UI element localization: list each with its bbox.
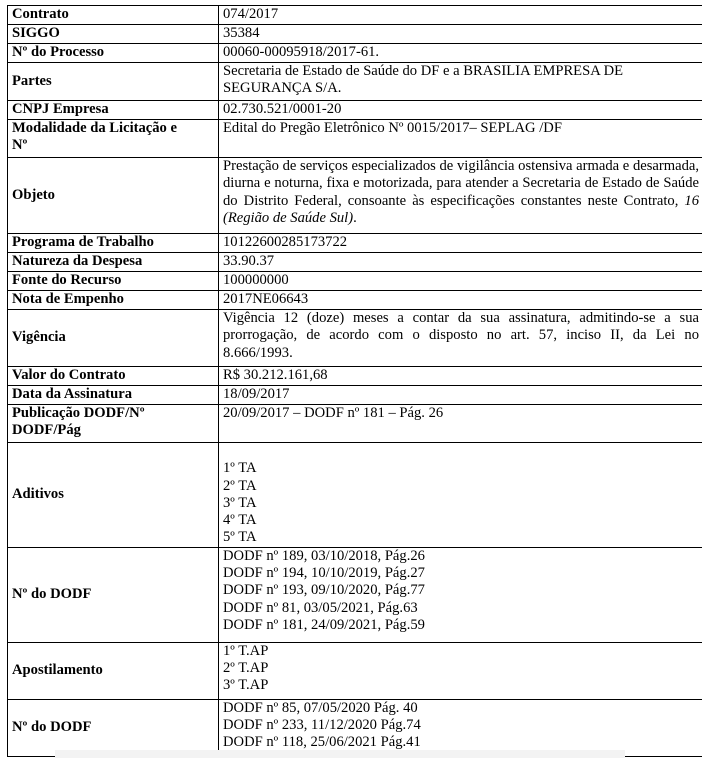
objeto-label: Objeto xyxy=(8,158,219,234)
publicacao-value: 20/09/2017 – DODF nº 181 – Pág. 26 xyxy=(219,405,702,443)
dodf-aditivos-item: DODF nº 181, 24/09/2021, Pág.59 xyxy=(223,616,425,633)
aditivos-item: 1º TA xyxy=(223,460,257,477)
objeto-italic-text: 16 (Região de Saúde Sul) xyxy=(223,192,699,226)
dodf-aditivos-item: DODF nº 81, 03/05/2021, Pág.63 xyxy=(223,599,418,616)
valor-value: R$ 30.212.161,68 xyxy=(219,367,702,386)
vigencia-label: Vigência xyxy=(8,310,219,367)
dodf-aditivos-item: DODF nº 194, 10/10/2019, Pág.27 xyxy=(223,565,425,582)
siggo-label: SIGGO xyxy=(8,25,219,44)
row-publicacao xyxy=(8,405,702,443)
dodf-aditivos-item: DODF nº 189, 03/10/2018, Pág.26 xyxy=(223,547,425,564)
contrato-value: 074/2017 xyxy=(219,6,702,25)
row-cnpj xyxy=(8,101,702,120)
natureza-label: Natureza da Despesa xyxy=(8,253,219,272)
dodf-apostilamento-item: DODF nº 233, 11/12/2020 Pág.74 xyxy=(223,717,421,734)
row-siggo xyxy=(8,25,702,44)
dodf-apostilamento-item: DODF nº 118, 25/06/2021 Pág.41 xyxy=(223,734,421,751)
apostilamento-item: 2º T.AP xyxy=(223,660,269,677)
row-natureza xyxy=(8,253,702,272)
empenho-label: Nota de Empenho xyxy=(8,291,219,310)
assinatura-label: Data da Assinatura xyxy=(8,386,219,405)
publicacao-label-line-1: Publicação DODF/Nº xyxy=(12,405,145,421)
aditivos-item: 2º TA xyxy=(223,477,257,494)
row-aditivos xyxy=(8,443,702,548)
partes-value-line-1: Secretaria de Estado de Saúde do DF e a BRASILIA EMPRESA DE xyxy=(223,63,624,79)
partes-value xyxy=(219,63,702,101)
dodf-apostilamento-item: DODF nº 85, 07/05/2020 Pág. 40 xyxy=(223,699,418,716)
row-assinatura xyxy=(8,386,702,405)
row-fonte xyxy=(8,272,702,291)
aditivos-item xyxy=(223,443,699,460)
objeto-value xyxy=(219,158,702,234)
row-partes xyxy=(8,63,702,101)
empenho-value: 2017NE06643 xyxy=(219,291,702,310)
processo-label: Nº do Processo xyxy=(8,44,219,63)
programa-value: 10122600285173722 xyxy=(219,234,702,253)
row-empenho xyxy=(8,291,702,310)
row-valor xyxy=(8,367,702,386)
row-contrato xyxy=(8,6,702,25)
processo-value: 00060-00095918/2017-61. xyxy=(219,44,702,63)
aditivos-item: 5º TA xyxy=(223,529,257,546)
dodf-apostilamento-value xyxy=(219,699,702,756)
programa-label: Programa de Trabalho xyxy=(8,234,219,253)
modalidade-value: Edital do Pregão Eletrônico Nº 0015/2017– SEPLAG /DF xyxy=(219,120,702,158)
objeto-text: Prestação de serviços especializados de vigilância ostensiva armada e desarmada, diurna e noturna, fixa e motorizada, para atender a Secretaria de Estado de Saúde do Distrito Federal, consoante às especificações constantes neste Contrato, xyxy=(223,158,699,209)
footer-shadow-strip xyxy=(55,750,625,758)
aditivos-item: 3º TA xyxy=(223,494,257,511)
modalidade-label-line-2: Nº xyxy=(12,137,28,154)
aditivos-item: 4º TA xyxy=(223,512,257,529)
fonte-value: 100000000 xyxy=(219,272,702,291)
row-apostilamento xyxy=(8,642,702,699)
fonte-label: Fonte do Recurso xyxy=(8,272,219,291)
partes-label: Partes xyxy=(8,63,219,101)
dodf-apostilamento-label: Nº do DODF xyxy=(8,699,219,756)
dodf-aditivos-label: Nº do DODF xyxy=(8,547,219,642)
vigencia-value: Vigência 12 (doze) meses a contar da sua assinatura, admitindo-se a sua prorrogação, de acordo com o disposto no art. 57, inciso II, da Lei no 8.666/1993. xyxy=(219,310,702,367)
aditivos-value xyxy=(219,443,702,548)
row-processo xyxy=(8,44,702,63)
dodf-aditivos-item: DODF nº 193, 09/10/2020, Pág.77 xyxy=(223,582,425,599)
row-vigencia xyxy=(8,310,702,367)
cnpj-value: 02.730.521/0001-20 xyxy=(219,101,702,120)
assinatura-value: 18/09/2017 xyxy=(219,386,702,405)
cnpj-label: CNPJ Empresa xyxy=(8,101,219,120)
valor-label: Valor do Contrato xyxy=(8,367,219,386)
apostilamento-label: Apostilamento xyxy=(8,642,219,699)
row-objeto xyxy=(8,158,702,234)
row-dodf-aditivos xyxy=(8,547,702,642)
aditivos-label: Aditivos xyxy=(8,443,219,548)
row-modalidade xyxy=(8,120,702,158)
modalidade-label xyxy=(8,120,219,158)
row-dodf-apostilamento xyxy=(8,699,702,756)
contrato-label: Contrato xyxy=(8,6,219,25)
dodf-aditivos-value xyxy=(219,547,702,642)
row-programa xyxy=(8,234,702,253)
objeto-text-end: . xyxy=(353,209,357,226)
natureza-value: 33.90.37 xyxy=(219,253,702,272)
siggo-value: 35384 xyxy=(219,25,702,44)
apostilamento-value xyxy=(219,642,702,699)
partes-value-line-2: SEGURANÇA S/A. xyxy=(223,80,342,97)
publicacao-label-line-2: DODF/Pág xyxy=(12,422,81,439)
apostilamento-item: 1º T.AP xyxy=(223,642,269,659)
apostilamento-item: 3º T.AP xyxy=(223,677,269,694)
publicacao-label xyxy=(8,405,219,443)
contract-table xyxy=(7,5,702,757)
modalidade-label-line-1: Modalidade da Licitação e xyxy=(12,120,177,136)
